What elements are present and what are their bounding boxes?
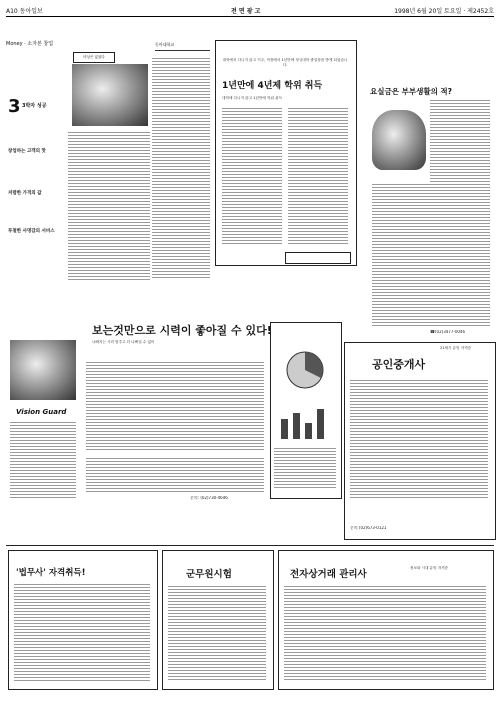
- bar-chart: [275, 405, 335, 441]
- law-title: '법무사' 자격취득!: [16, 568, 86, 578]
- tagline-service: 투철한 사명감의 서비스: [8, 229, 55, 234]
- article-body-left2: [152, 56, 210, 278]
- university-body-b: [288, 106, 348, 246]
- issue-date: 1998년 6월 20일 토요일 · 제2452호: [394, 8, 494, 15]
- hand-illustration: [372, 110, 426, 170]
- commerce-body: [284, 584, 486, 682]
- big-title-3: 3: [8, 96, 21, 117]
- military-body: [168, 584, 266, 682]
- realtor-phone: 문의 (02)673-0121: [350, 526, 387, 530]
- vision-headline: 보는것만으로 시력이 좋아질 수 있다!: [92, 324, 272, 337]
- university-intro: 대학에서 다니지 않고 거주, 직장에서 1년만에 정규대학 졸업장을 받게 되었습니다.: [222, 58, 348, 67]
- commerce-sub: 정보화 시대 유망 자격증: [410, 566, 449, 570]
- big-title: 3박자 성공: [22, 103, 47, 109]
- vision-phone: 문의: (02)730-4646: [190, 496, 228, 500]
- vision-body-left: [10, 420, 76, 500]
- right-top-phone: ☎(02)3477-0046: [430, 330, 465, 334]
- section-title: 전 면 광 고: [231, 8, 261, 15]
- bubble-caption: 비상은 없었다: [73, 52, 115, 63]
- pie-chart: [275, 340, 335, 400]
- university-subhead: 대학에 다니지 않고 1년만에 학위 취득: [222, 96, 283, 100]
- article-body-left: [68, 130, 150, 280]
- vision-brand: Vision Guard: [16, 408, 67, 416]
- university-logo: 동아대학교: [155, 40, 210, 51]
- tagline-price: 저렴한 가격의 값: [8, 191, 42, 196]
- right-top-headline: 요실금은 부부생활의 적?: [370, 87, 453, 96]
- page-header: [6, 4, 494, 17]
- realtor-top: 21세기 유망 자격증: [440, 346, 472, 350]
- commerce-title: 전자상거래 관리사: [290, 569, 367, 580]
- law-body: [14, 582, 150, 682]
- vision-body-main2: [86, 456, 264, 492]
- realtor-headline: 공인중개사: [372, 358, 426, 371]
- vision-device-photo: [10, 340, 76, 400]
- tagline-taste: 창업하는 고객의 맛: [8, 149, 46, 154]
- university-contact-box: [285, 252, 351, 264]
- vision-sub: 나빠지는 시력 멈추고 더 나빠질 수 없어: [92, 340, 155, 344]
- university-body-a: [222, 106, 282, 246]
- realtor-body: [350, 378, 488, 498]
- money-label: Money · 소자본 창업: [6, 41, 54, 47]
- charts-notes: [274, 446, 336, 490]
- right-top-body-a: [430, 98, 490, 182]
- bottom-divider: [6, 545, 494, 546]
- military-title: 군무원시험: [186, 569, 232, 580]
- chef-photo: [72, 64, 148, 126]
- university-headline: 1년만에 4년제 학위 취득: [222, 81, 323, 91]
- page-number: A10 동아일보: [6, 8, 43, 15]
- right-top-body-b: [372, 182, 490, 327]
- vision-body-main: [86, 360, 264, 450]
